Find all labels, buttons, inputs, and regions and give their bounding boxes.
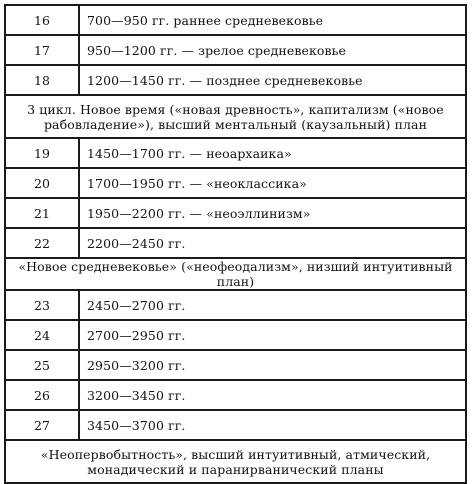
period-description: 950—1200 гг. — зрелое средневековье (79, 35, 466, 65)
table-row (5, 350, 466, 380)
table-row (5, 228, 466, 258)
section-row (5, 258, 466, 290)
period-number: 17 (5, 35, 79, 65)
period-description: 2950—3200 гг. (79, 350, 466, 380)
section-heading-line: «Новое средневековье» («неофеодализм», низший интуитивный план) (18, 259, 453, 289)
period-description: 2200—2450 гг. (79, 228, 466, 258)
table-row (5, 65, 466, 95)
period-number: 16 (5, 5, 79, 35)
table-row (5, 5, 466, 35)
period-number: 27 (5, 410, 79, 440)
table-row (5, 410, 466, 440)
period-number: 24 (5, 320, 79, 350)
table-row (5, 168, 466, 198)
section-row (5, 95, 466, 138)
period-description: 2450—2700 гг. (79, 290, 466, 320)
table-row (5, 138, 466, 168)
section-heading-line: рабовладение»), высший ментальный (каузальный) план (43, 116, 428, 132)
period-description: 3450—3700 гг. (79, 410, 466, 440)
period-description: 1700—1950 гг. — «неоклассика» (79, 168, 466, 198)
period-number: 26 (5, 380, 79, 410)
period-description: 3200—3450 гг. (79, 380, 466, 410)
period-number: 18 (5, 65, 79, 95)
section-row (5, 440, 466, 483)
section-heading-line: монадический и паранирванический планы (87, 461, 384, 477)
section-heading-line: 3 цикл. Новое время («новая древность», капитализм («новое (27, 101, 444, 117)
period-description: 1950—2200 гг. — «неоэллинизм» (79, 198, 466, 228)
period-number: 22 (5, 228, 79, 258)
period-number: 23 (5, 290, 79, 320)
table-row (5, 320, 466, 350)
table-row (5, 290, 466, 320)
period-number: 25 (5, 350, 79, 380)
section-heading-line: «Неопервобытность», высший интуитивный, атмический, (40, 446, 431, 462)
section-heading (5, 258, 466, 290)
period-description: 2700—2950 гг. (79, 320, 466, 350)
period-description: 700—950 гг. раннее средневековье (79, 5, 466, 35)
section-heading (5, 440, 466, 483)
period-number: 21 (5, 198, 79, 228)
periods-table (4, 4, 467, 484)
table-row (5, 380, 466, 410)
period-description: 1450—1700 гг. — неоархаика» (79, 138, 466, 168)
period-number: 20 (5, 168, 79, 198)
period-number: 19 (5, 138, 79, 168)
table-row (5, 35, 466, 65)
section-heading (5, 95, 466, 138)
table-row (5, 198, 466, 228)
period-description: 1200—1450 гг. — позднее средневековье (79, 65, 466, 95)
